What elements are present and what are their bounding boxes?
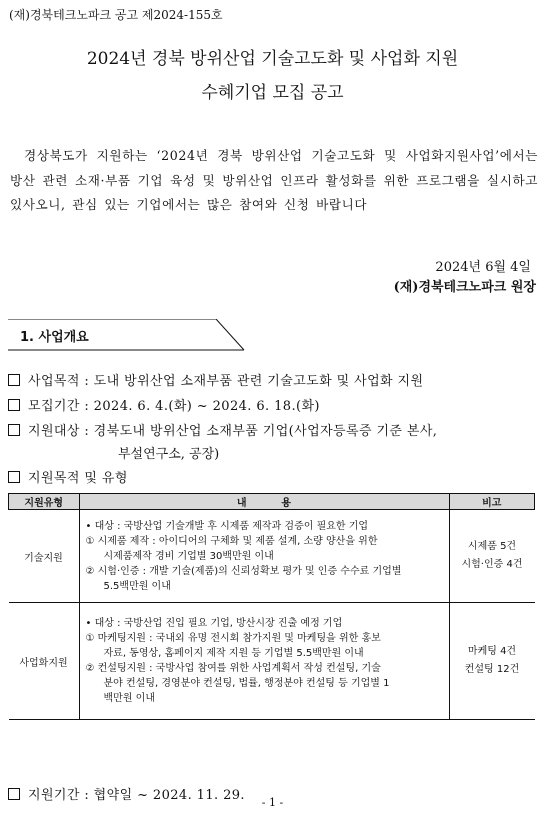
item-purpose-text: 사업목적 : 도내 방위산업 소재부품 관련 기술고도화 및 사업화 지원 — [28, 374, 424, 389]
item-period — [8, 395, 320, 414]
row-note — [449, 603, 535, 720]
content-line: ② 시험·인증 : 개발 기술(제품)의 신뢰성확보 평가 및 인증 수수료 기업별 — [85, 565, 402, 577]
content-line: 분야 컨설팅, 경영분야 컨설팅, 법률, 행정분야 컨설팅 등 기업별 1 — [103, 678, 390, 689]
content-line: 시제품제작 경비 기업별 30백만원 이내 — [103, 550, 274, 562]
document-title-line1: 2024년 경북 방위산업 기술고도화 및 사업화 지원 — [86, 49, 459, 69]
notice-date: 2024년 6월 4일 — [435, 260, 531, 275]
content-line: ① 시제품 제작 : 아이디어의 구체화 및 제품 설계, 소량 양산을 위한 — [85, 535, 378, 547]
note-line: 시험·인증 4건 — [461, 559, 523, 570]
item-target-continued: 부설연구소, 공장) — [118, 447, 220, 462]
content-line: 자료, 동영상, 홈페이지 제작 지원 등 기업별 5.5백만원 이내 — [103, 648, 364, 659]
item-types — [8, 467, 128, 486]
row-note — [449, 510, 535, 603]
checkbox-icon — [8, 374, 20, 386]
content-line: ② 컨설팅지원 : 국방사업 참여를 위한 사업계획서 작성 컨설팅, 기술 — [85, 663, 381, 674]
row-type: 사업화지원 — [9, 603, 80, 720]
content-line: ① 마케팅지원 : 국내외 유명 전시회 참가지원 및 마케팅을 위한 홍보 — [85, 633, 381, 644]
row-type: 기술지원 — [9, 510, 80, 603]
item-target — [8, 420, 437, 439]
support-type-table — [8, 493, 535, 720]
header-type: 지원유형 — [9, 494, 80, 510]
section-title: 1. 사업개요 — [20, 330, 89, 345]
header-note: 비고 — [449, 494, 535, 510]
intro-paragraph: 경상북도가 지원하는 ‘2024년 경북 방위산업 기술고도화 및 사업화지원사업’에서는 방산 관련 소재·부품 기업 육성 및 방위산업 인프라 활성화를 위한 프로그램을 실시하고 있사오니, 관심 있는 기업에서는 많은 참여와 신청 바랍니다 — [10, 148, 538, 212]
checkbox-icon — [8, 424, 20, 436]
page-number: - 1 - — [261, 796, 284, 809]
table-row — [9, 510, 535, 603]
note-line: 마케팅 4건 — [467, 646, 517, 657]
item-period-text: 모집기간 : 2024. 6. 4.(화) ~ 2024. 6. 18.(화) — [28, 399, 320, 414]
item-target-text: 지원대상 : 경북도내 방위산업 소재부품 기업(사업자등록증 기준 본사, — [28, 424, 438, 439]
section-header — [8, 319, 248, 351]
notice-number: (재)경북테크노파크 공고 제2024-155호 — [9, 8, 223, 22]
content-line: 5.5백만원 이내 — [103, 580, 171, 592]
row-content — [79, 603, 449, 720]
table-row — [9, 603, 535, 720]
item-purpose — [8, 370, 423, 389]
document-title-line2: 수혜기업 모집 공고 — [201, 83, 344, 103]
content-line: 백만원 이내 — [103, 693, 155, 704]
note-line: 시제품 5건 — [467, 541, 517, 552]
note-line: 컨설팅 12건 — [464, 664, 520, 675]
content-line: • 대상 : 국방산업 기술개발 후 시제품 제작과 검증이 필요한 기업 — [85, 520, 369, 532]
content-line: • 대상 : 국방산업 진입 필요 기업, 방산시장 진출 예정 기업 — [85, 618, 343, 629]
issuer-name: (재)경북테크노파크 원장 — [393, 280, 536, 295]
item-types-text: 지원목적 및 유형 — [28, 471, 128, 486]
header-content: 내 용 — [79, 494, 449, 510]
checkbox-icon — [8, 399, 20, 411]
checkbox-icon — [8, 471, 20, 483]
table-header-row — [9, 494, 535, 510]
item-support-period-text: 지원기간 : 협약일 ~ 2024. 11. 29. — [28, 788, 245, 803]
row-content — [79, 510, 449, 603]
